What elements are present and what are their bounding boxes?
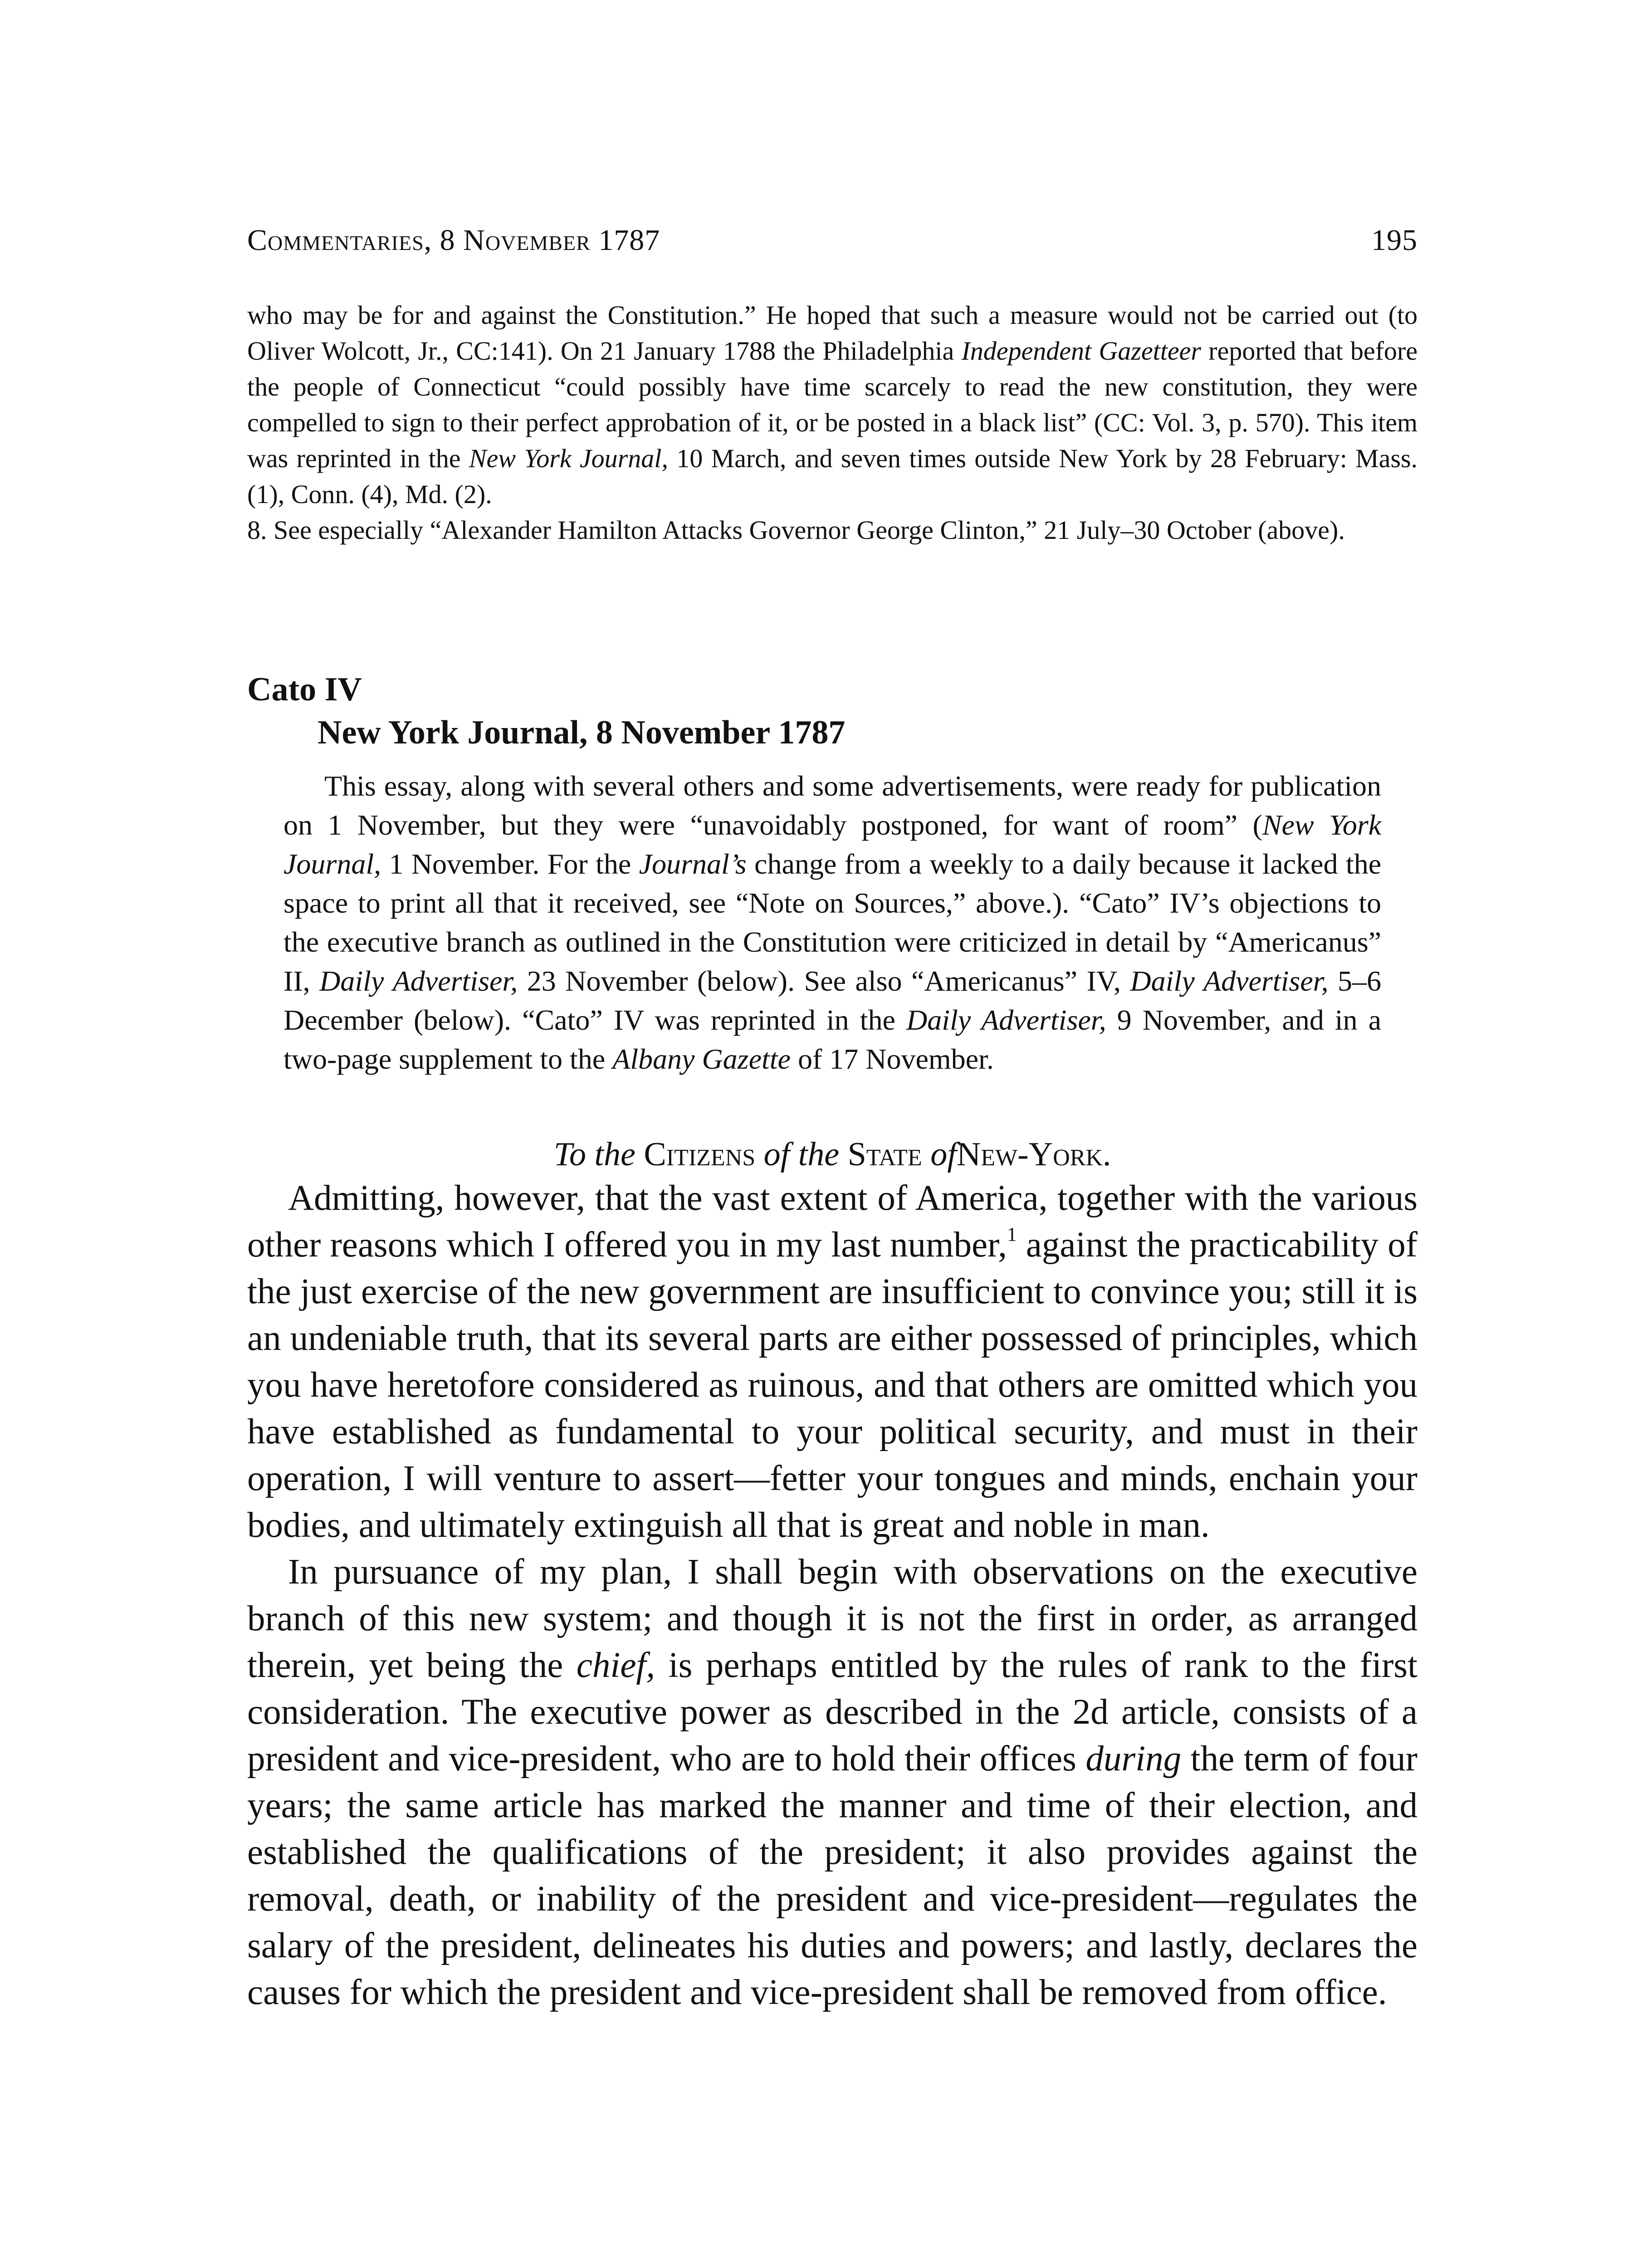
- footnote-reference[interactable]: 1: [1007, 1223, 1017, 1246]
- salutation-part: New-York.: [956, 1136, 1111, 1173]
- headnote-text: 23 November (below). See also “Americanus” IV,: [518, 965, 1130, 997]
- document-title: Cato IV: [247, 671, 362, 708]
- headnote: [284, 767, 1381, 1079]
- essay-italic: chief,: [576, 1646, 655, 1685]
- note-text: reported that before the people of Connecticut “could possibly have time scarcely to read the new constitution, they were compelled to sign to their perfect approbation of it, or be posted in a black list” (CC: Vol. 3, p. 570). This item was reprinted in the: [247, 336, 1418, 473]
- headnote-text: of 17 November.: [790, 1043, 994, 1075]
- note-text: 8. See especially “Alexander Hamilton Attacks Governor George Clinton,” 21 July–30 October (above).: [247, 515, 1345, 545]
- note-8: [247, 512, 1418, 548]
- headnote-italic: Albany Gazette: [612, 1043, 791, 1075]
- note-italic-title: New York Journal,: [469, 444, 668, 473]
- headnote-text: 1 November. For the: [381, 848, 639, 880]
- headnote-text: 5–6 December (below). “Cato” IV was reprinted in the: [284, 965, 1382, 1036]
- essay-text: against the practicability of the just exercise of the new government are insufficient to convince you; still it is an undeniable truth, that its several parts are either possessed of principles, which you have heretofore considered as ruinous, and that others are omitted which you have established as fundamental to your political security, and must in their operation, I will venture to assert—fetter your tongues and minds, enchain your bodies, and ultimately extinguish all that is great and noble in man.: [247, 1225, 1418, 1545]
- essay-text: In pursuance of my plan, I shall begin with observations on the executive branch of this new system; and though it is not the first in order, as arranged therein, yet being the: [247, 1552, 1418, 1685]
- note-text: who may be for and against the Constitution.” He hoped that such a measure would not be carried out (to Oliver Wolcott, Jr., CC:141). On 21 January 1788 the Philadelphia: [247, 300, 1418, 366]
- essay-text: the term of four years; the same article has marked the manner and time of their election, and established the qualifications of the president; it also provides against the removal, death, or inability of the president and vice-president—regulates the salary of the president, delineates his duties and powers; and lastly, declares the causes for which the president and vice-president shall be removed from office.: [247, 1739, 1418, 2012]
- headnote-italic: Daily Advertiser,: [906, 1004, 1106, 1036]
- salutation-part: State: [847, 1136, 922, 1173]
- essay-body: [247, 1175, 1418, 2016]
- headnote-italic: Daily Advertiser,: [1130, 965, 1329, 997]
- salutation-part: Citizens: [644, 1136, 756, 1173]
- headnote-paragraph: [284, 767, 1381, 1079]
- footnotes-continued: [247, 297, 1418, 548]
- headnote-text: change from a weekly to a daily because it lacked the space to print all that it received, see “Note on Sources,” above.). “Cato” IV’s objections to the executive branch as outlined in the Constitution were criticized in detail by “Americanus” II,: [284, 848, 1382, 997]
- salutation-part: of the: [763, 1136, 840, 1173]
- running-head-title: Commentaries, 8 November 1787: [247, 224, 660, 257]
- essay-text: Admitting, however, that the vast extent of America, together with the various other reasons which I offered you in my last number,: [247, 1178, 1418, 1265]
- note-text: 10 March, and seven times outside New York by 28 February: Mass. (1), Conn. (4), Md. (2).: [247, 444, 1418, 509]
- headnote-italic: New York Journal,: [284, 809, 1381, 880]
- essay-paragraph: [247, 1175, 1418, 1549]
- salutation-part: of: [930, 1136, 957, 1173]
- salutation-part: To the: [553, 1136, 636, 1173]
- headnote-italic: Daily Advertiser,: [319, 965, 518, 997]
- headnote-text: This essay, along with several others and some advertisements, were ready for publication on 1 November, but they were “unavoidably postponed, for want of room” (: [284, 770, 1381, 841]
- headnote-text: 9 November, and in a two-page supplement to the: [284, 1004, 1382, 1075]
- headnote-italic: Journal’s: [639, 848, 747, 880]
- page-number: 195: [1371, 224, 1418, 257]
- note-italic-title: Independent Gazetteer: [961, 336, 1201, 366]
- running-head: [247, 220, 1418, 261]
- salutation: [247, 1132, 1418, 1177]
- essay-italic: during: [1085, 1739, 1182, 1779]
- essay-text: is perhaps entitled by the rules of rank to the first consideration. The executive power as described in the 2d article, consists of a president and vice-president, who are to hold their offices: [247, 1646, 1418, 1779]
- essay-paragraph: [247, 1549, 1418, 2016]
- document-subtitle: New York Journal, 8 November 1787: [318, 714, 846, 751]
- note-7-continuation: [247, 297, 1418, 512]
